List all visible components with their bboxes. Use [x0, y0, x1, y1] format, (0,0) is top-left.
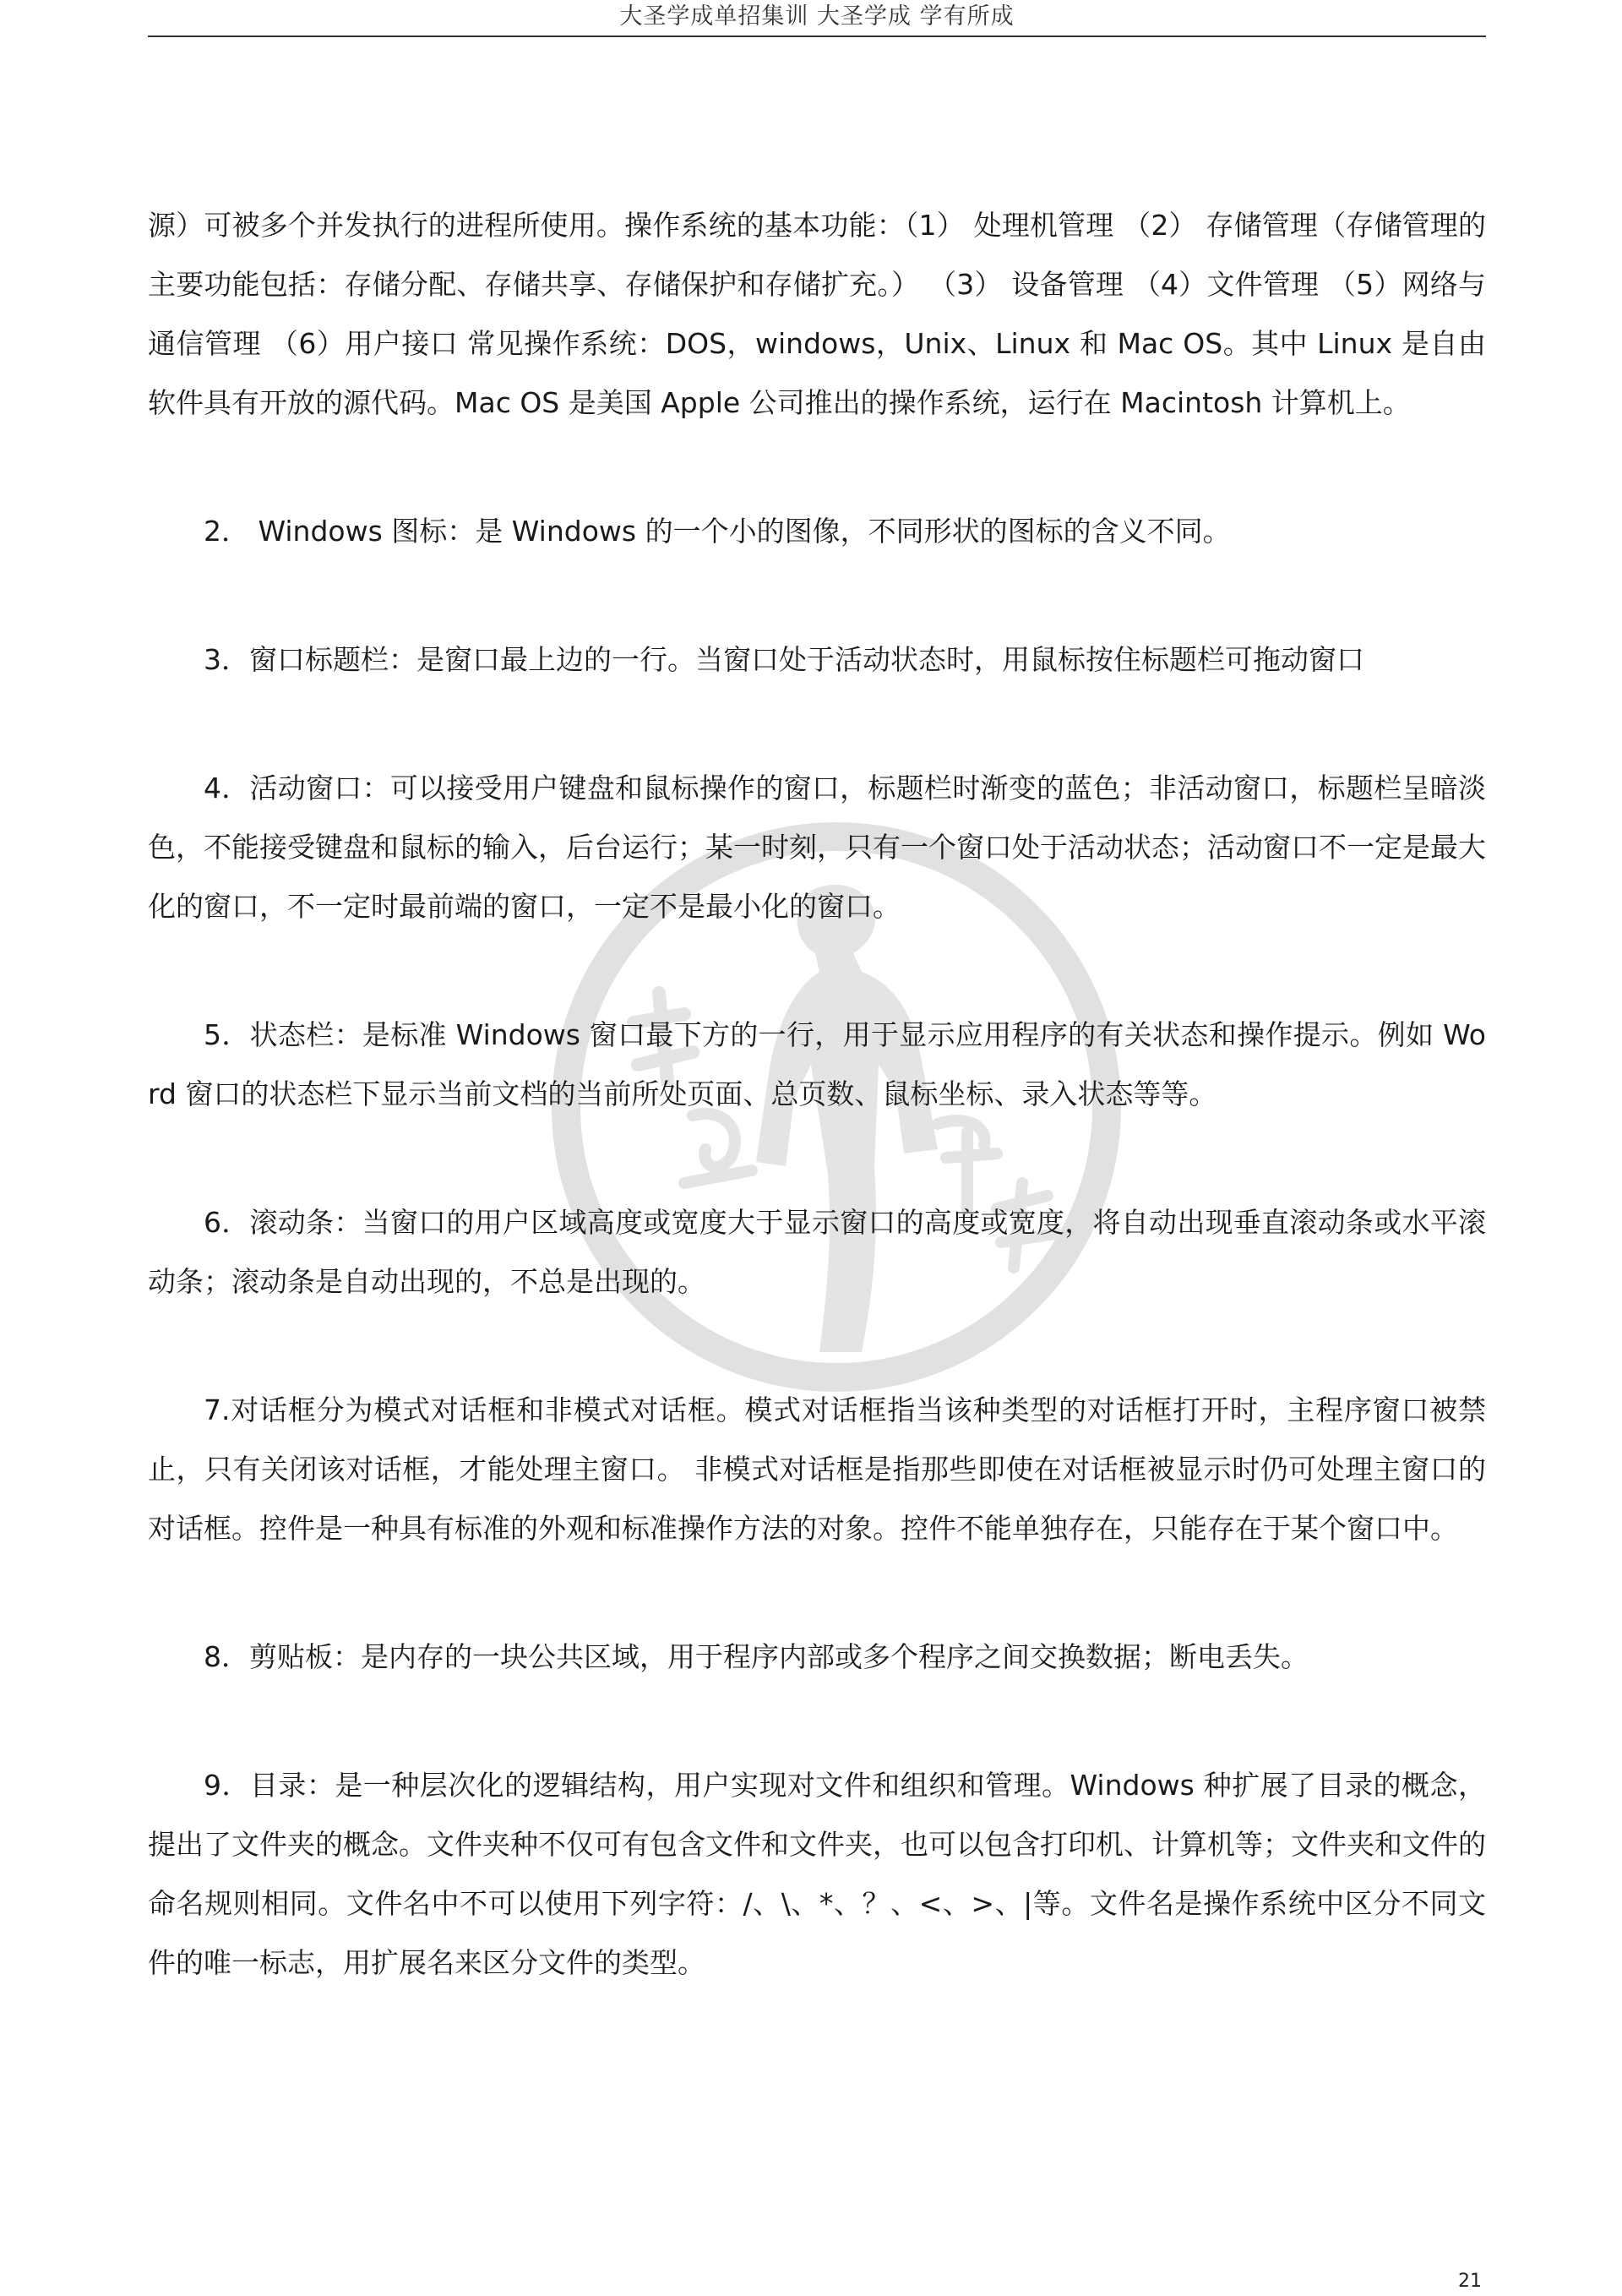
paragraph-title-bar: 3．窗口标题栏：是窗口最上边的一行。当窗口处于活动状态时，用鼠标按住标题栏可拖动窗口 [204, 643, 1364, 676]
paragraph-windows-icon: 2． Windows 图标：是 Windows 的一个小的图像，不同形状的图标的含义不同。 [204, 515, 1231, 548]
paragraph-os-functions: 源）可被多个并发执行的进程所使用。操作系统的基本功能：（1） 处理机管理 （2） 存储管理（存储管理的主要功能包括：存储分配、存储共享、存储保护和存储扩充。） （3） 设备管理 （4）文件管理 （5）网络与通信管理 （6）用户接口 常见操作系统：DOS，windows，Unix、Linux 和 Mac OS。其中 Linux 是自由软件具有开放的源代码。Mac OS 是美国 Apple 公司推出的操作系统，运行在 Macintosh 计算机上。 [148, 209, 1486, 419]
paragraph-scrollbar: 6．滚动条：当窗口的用户区域高度或宽度大于显示窗口的高度或宽度，将自动出现垂直滚动条或水平滚动条；滚动条是自动出现的，不总是出现的。 [148, 1206, 1486, 1298]
paragraph-active-window: 4．活动窗口：可以接受用户键盘和鼠标操作的窗口，标题栏时渐变的蓝色；非活动窗口，标题栏呈暗淡色，不能接受键盘和鼠标的输入，后台运行；某一时刻，只有一个窗口处于活动状态；活动窗口不一定是最大化的窗口，不一定时最前端的窗口，一定不是最小化的窗口。 [148, 772, 1486, 923]
header-title: 大圣学成单招集训 大圣学成 学有所成 [619, 3, 1015, 30]
page-header [148, 0, 1486, 37]
document-body [148, 196, 1486, 1993]
page-number: 21 [1458, 2271, 1482, 2292]
paragraph-dialog-box: 7.对话框分为模式对话框和非模式对话框。模式对话框指当该种类型的对话框打开时，主程序窗口被禁止，只有关闭该对话框，才能处理主窗口。 非模式对话框是指那些即使在对话框被显示时仍可处理主窗口的对话框。控件是一种具有标准的外观和标准操作方法的对象。控件不能单独存在，只能存在于某个窗口中。 [148, 1393, 1486, 1545]
paragraph-directory: 9．目录：是一种层次化的逻辑结构，用户实现对文件和组织和管理。Windows 种扩展了目录的概念，提出了文件夹的概念。文件夹种不仅可有包含文件和文件夹，也可以包含打印机、计算机等；文件夹和文件的命名规则相同。文件名中不可以使用下列字符：/、\、*、？、<、>、|等。文件名是操作系统中区分不同文件的唯一标志，用扩展名来区分文件的类型。 [148, 1769, 1486, 1979]
paragraph-status-bar: 5．状态栏：是标准 Windows 窗口最下方的一行，用于显示应用程序的有关状态和操作提示。例如 Word 窗口的状态栏下显示当前文档的当前所处页面、总页数、鼠标坐标、录入状态等等。 [148, 1018, 1486, 1110]
paragraph-clipboard: 8．剪贴板：是内存的一块公共区域，用于程序内部或多个程序之间交换数据；断电丢失。 [204, 1640, 1309, 1673]
